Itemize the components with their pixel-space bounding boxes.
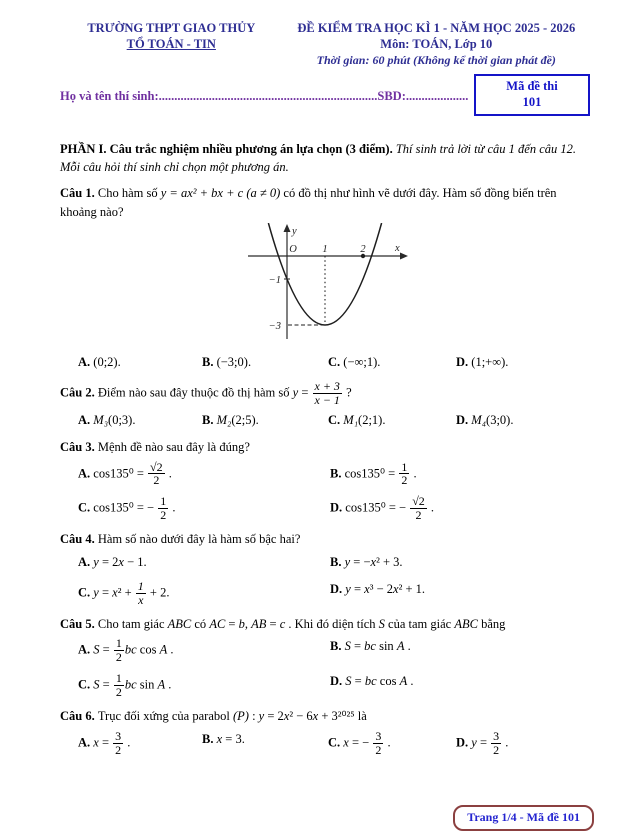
text-run: (0;3). (108, 413, 136, 427)
text-run: ² + (117, 585, 135, 600)
text-run: + 3²⁰²⁵ là (318, 709, 367, 724)
option-label: A. (78, 413, 91, 427)
option-label: D. (330, 674, 343, 689)
option-b (202, 730, 328, 757)
option-d (330, 580, 590, 607)
text-run: ² − 6 (289, 709, 313, 724)
question-text (60, 184, 590, 222)
text-run: = (476, 735, 491, 750)
text-run: . (407, 674, 414, 689)
options-row (60, 637, 590, 699)
option-a (78, 411, 202, 430)
student-info-row (60, 74, 590, 116)
text-run: (2;1). (358, 413, 386, 427)
text-run: bc (364, 674, 377, 689)
text-run: (3;0). (486, 413, 514, 427)
text-run: S (378, 616, 385, 631)
fraction: $\frac{x + 3}{x - 1}$ (314, 379, 340, 408)
text-run: x (393, 581, 399, 596)
option-label: C. (78, 677, 91, 692)
text-run: (0;2). (93, 355, 121, 370)
text-run: sin (136, 677, 158, 692)
question-6 (60, 707, 590, 757)
option-c (328, 353, 456, 372)
text-run: ² + 3. (376, 555, 403, 570)
option-label: D. (456, 355, 469, 370)
text-run: = (98, 585, 113, 600)
text-run: , (244, 616, 252, 631)
y-tick-minus1: −1 (268, 275, 281, 287)
option-c (328, 411, 456, 430)
text-run: ABC (167, 616, 192, 631)
option-label: B. (330, 466, 342, 481)
text-run: . (384, 735, 391, 750)
text-run: = (266, 616, 280, 631)
text-run: bc (364, 639, 376, 654)
text-run: A (396, 639, 405, 654)
option-c (328, 730, 456, 757)
text-run: . (167, 642, 174, 657)
question-number: Câu 2. (60, 385, 95, 400)
text-run: . (165, 677, 172, 692)
text-run: bc (124, 677, 137, 692)
exam-duration: Thời gian: 60 phút (Không kể thời gian phát đề) (316, 52, 556, 67)
fraction: $\frac{1}{2}$ (160, 494, 167, 523)
x-axis-arrow-icon (400, 253, 408, 260)
text-run: = (98, 735, 113, 750)
department-name: TỔ TOÁN - TIN (126, 37, 216, 52)
text-run: A (159, 642, 168, 657)
option-label: C. (328, 355, 341, 370)
text-run: . Khi đó diện tích (285, 616, 379, 631)
text-run: x (312, 709, 319, 724)
options-row (60, 461, 590, 523)
option-label: B. (202, 732, 214, 747)
text-run: bc (124, 642, 137, 657)
y-axis-arrow-icon (284, 224, 291, 232)
option-a (78, 353, 202, 372)
option-label: A. (78, 642, 91, 657)
question-number: Câu 5. (60, 616, 95, 631)
text-run: = − (350, 555, 371, 570)
text-run: cos135⁰ = (93, 466, 148, 481)
option-label: D. (456, 413, 469, 427)
option-label: B. (330, 639, 342, 654)
option-label: A. (78, 735, 91, 750)
page-number-badge: Trang 1/4 - Mã đề 101 (453, 805, 594, 831)
text-run: . (404, 639, 411, 654)
text-run: sin (375, 639, 397, 654)
option-b (202, 411, 328, 430)
option-d (456, 411, 590, 430)
text-run: cos (376, 674, 400, 689)
text-run: cos135⁰ = (344, 466, 399, 481)
exam-code-label: Mã đề thi (506, 79, 558, 94)
parabola-svg (232, 223, 418, 345)
text-run: AB (251, 616, 267, 631)
question-text (60, 615, 590, 634)
text-run: = (351, 674, 365, 689)
text-run: : (248, 709, 259, 724)
school-name: TRƯỜNG THPT GIAO THỦY (87, 21, 256, 35)
options-row (60, 730, 590, 757)
exam-code-value: 101 (522, 95, 542, 110)
exam-subject: Môn: TOÁN, Lớp 10 (380, 37, 493, 52)
x-tick-1: 1 (322, 244, 328, 256)
text-run: (P) (232, 709, 249, 724)
text-run: . (427, 500, 435, 515)
text-run: x (283, 709, 290, 724)
header-right (283, 20, 590, 68)
option-label: D. (330, 581, 343, 596)
option-label: D. (456, 735, 469, 750)
text-run: = (225, 616, 239, 631)
x-axis-label: x (395, 243, 400, 255)
option-label: C. (78, 585, 91, 600)
fraction: $\frac{1}{x}$ (137, 578, 144, 607)
fraction: $\frac{√2}{2}$ (412, 494, 425, 523)
text-run: ABC (454, 616, 478, 631)
text-run: Mệnh đề nào sau đây là đúng? (97, 439, 250, 454)
option-label: B. (202, 355, 214, 370)
text-run: AC (209, 616, 226, 631)
text-run: y (344, 555, 351, 570)
option-a (78, 637, 330, 664)
fraction: $\frac{√2}{2}$ (150, 459, 163, 488)
text-run: A (157, 677, 166, 692)
option-a (78, 730, 202, 757)
option-b (330, 637, 590, 664)
text-run: (−∞;1). (343, 355, 381, 370)
text-run: . (410, 466, 417, 481)
text-run: x (364, 581, 370, 596)
text-run: (2;5). (231, 413, 259, 427)
text-run: . (169, 500, 176, 515)
question-1 (60, 184, 590, 372)
text-run: x (343, 735, 349, 750)
text-run: ? (342, 385, 352, 400)
text-run: (1;+∞). (471, 355, 509, 370)
text-run: Cho tam giác (97, 616, 168, 631)
text-run: có đồ thị như hình vẽ dưới đây. Hàm số đồng biến trên khoảng nào? (60, 185, 557, 219)
text-run: ² + 1. (398, 581, 426, 596)
text-run: cos135⁰ = − (93, 500, 158, 515)
options-row (60, 353, 590, 372)
header-left (60, 20, 283, 68)
text-run: . (124, 735, 131, 750)
section-1-heading-italic: Thí sinh trả lời từ câu 1 đến câu 12. Mỗi câu hỏi thí sinh chỉ chọn một phương án. (60, 141, 577, 174)
text-run: bằng (477, 616, 506, 631)
fraction: $\frac{1}{2}$ (115, 636, 122, 665)
options-row (60, 553, 590, 607)
text-run: − 1. (123, 555, 147, 570)
option-label: A. (78, 466, 91, 481)
question-number: Câu 3. (60, 439, 95, 454)
text-run: = (298, 385, 312, 400)
option-b (330, 461, 590, 488)
text-run: y (258, 709, 265, 724)
text-run: S (93, 642, 100, 657)
question-text (60, 530, 590, 549)
exam-code-box (474, 74, 590, 116)
x-tick-2: 2 (360, 244, 366, 256)
text-run: = 3. (222, 732, 245, 747)
question-3 (60, 438, 590, 523)
text-run: = (99, 677, 113, 692)
origin-label: O (289, 244, 297, 256)
text-run: x (118, 555, 124, 570)
student-name-line: Họ và tên thí sinh:......................................................................SBD:.................... (60, 89, 469, 104)
option-label: C. (328, 735, 341, 750)
option-c (78, 495, 330, 522)
option-label: B. (202, 413, 214, 427)
text-run: y (345, 581, 351, 596)
options-row (60, 411, 590, 430)
text-run: y (93, 555, 99, 570)
text-run: . (502, 735, 509, 750)
text-run: M₂ (216, 413, 232, 427)
fraction: $\frac{3}{2}$ (115, 729, 122, 757)
text-run: b (238, 616, 245, 631)
text-run: x (112, 585, 118, 600)
option-c (78, 672, 330, 699)
text-run: M₃ (93, 413, 109, 427)
text-run: + 2. (146, 585, 170, 600)
text-run: Hàm số nào dưới đây là hàm số bậc hai? (97, 532, 301, 547)
text-run: S (345, 674, 352, 689)
text-run: ³ − 2 (369, 581, 394, 596)
text-run: y (471, 735, 477, 750)
exam-header (60, 20, 590, 68)
option-label: A. (78, 355, 91, 370)
question-text (60, 380, 590, 407)
text-run: x (93, 735, 99, 750)
text-run: = − (348, 735, 373, 750)
y-axis-label: y (292, 226, 297, 238)
questions (60, 184, 590, 757)
option-d (456, 730, 590, 757)
text-run: y = ax² + bx + c (a ≠ 0) (160, 185, 281, 200)
text-run: x (216, 732, 223, 747)
text-run: cos135⁰ = − (345, 500, 410, 515)
text-run: = (350, 581, 365, 596)
question-number: Câu 1. (60, 185, 95, 200)
fraction: $\frac{3}{2}$ (375, 729, 382, 757)
text-run: = (99, 642, 113, 657)
y-tick-minus3: −3 (268, 321, 281, 333)
question-text (60, 707, 590, 726)
section-1-heading-bold: PHẦN I. Câu trắc nghiệm nhiều phương án lựa chọn (3 điểm). (60, 141, 393, 156)
text-run: x (370, 555, 377, 570)
text-run: Cho hàm số (97, 185, 161, 200)
text-run: . (165, 466, 172, 481)
text-run: cos (136, 642, 160, 657)
text-run: = 2 (98, 555, 119, 570)
exam-title: ĐỀ KIỂM TRA HỌC KÌ 1 - NĂM HỌC 2025 - 2026 (297, 21, 576, 35)
option-label: B. (330, 555, 342, 570)
option-c (78, 580, 330, 607)
text-run: S (93, 677, 100, 692)
text-run: (−3;0). (216, 355, 252, 370)
text-run: = 2 (264, 709, 284, 724)
option-label: C. (328, 413, 341, 427)
fraction: $\frac{1}{2}$ (115, 671, 122, 700)
option-label: A. (78, 555, 91, 570)
question-2 (60, 380, 590, 430)
text-run: c (279, 616, 286, 631)
option-label: D. (330, 500, 343, 515)
fraction: $\frac{1}{2}$ (401, 459, 408, 488)
text-run: Điểm nào sau đây thuộc đồ thị hàm số (97, 385, 293, 400)
text-run: = (350, 639, 365, 654)
parabola-figure (60, 223, 590, 349)
option-d (330, 672, 590, 699)
text-run: Trục đối xứng của parabol (97, 709, 233, 724)
option-label: C. (78, 500, 91, 515)
question-4 (60, 530, 590, 606)
text-run: y (93, 585, 99, 600)
question-number: Câu 4. (60, 532, 95, 547)
question-5 (60, 615, 590, 700)
question-text (60, 438, 590, 457)
text-run: M₁ (343, 413, 359, 427)
option-a (78, 461, 330, 488)
text-run: có (191, 616, 210, 631)
option-b (202, 353, 328, 372)
option-d (330, 495, 590, 522)
fraction: $\frac{3}{2}$ (493, 729, 500, 757)
question-number: Câu 6. (60, 709, 95, 724)
section-1-heading (60, 140, 590, 176)
text-run: S (344, 639, 351, 654)
option-b (330, 553, 590, 572)
text-run: M₄ (471, 413, 487, 427)
text-run: A (399, 674, 408, 689)
text-run: y (292, 385, 299, 400)
option-a (78, 553, 330, 572)
option-d (456, 353, 590, 372)
text-run: của tam giác (384, 616, 455, 631)
